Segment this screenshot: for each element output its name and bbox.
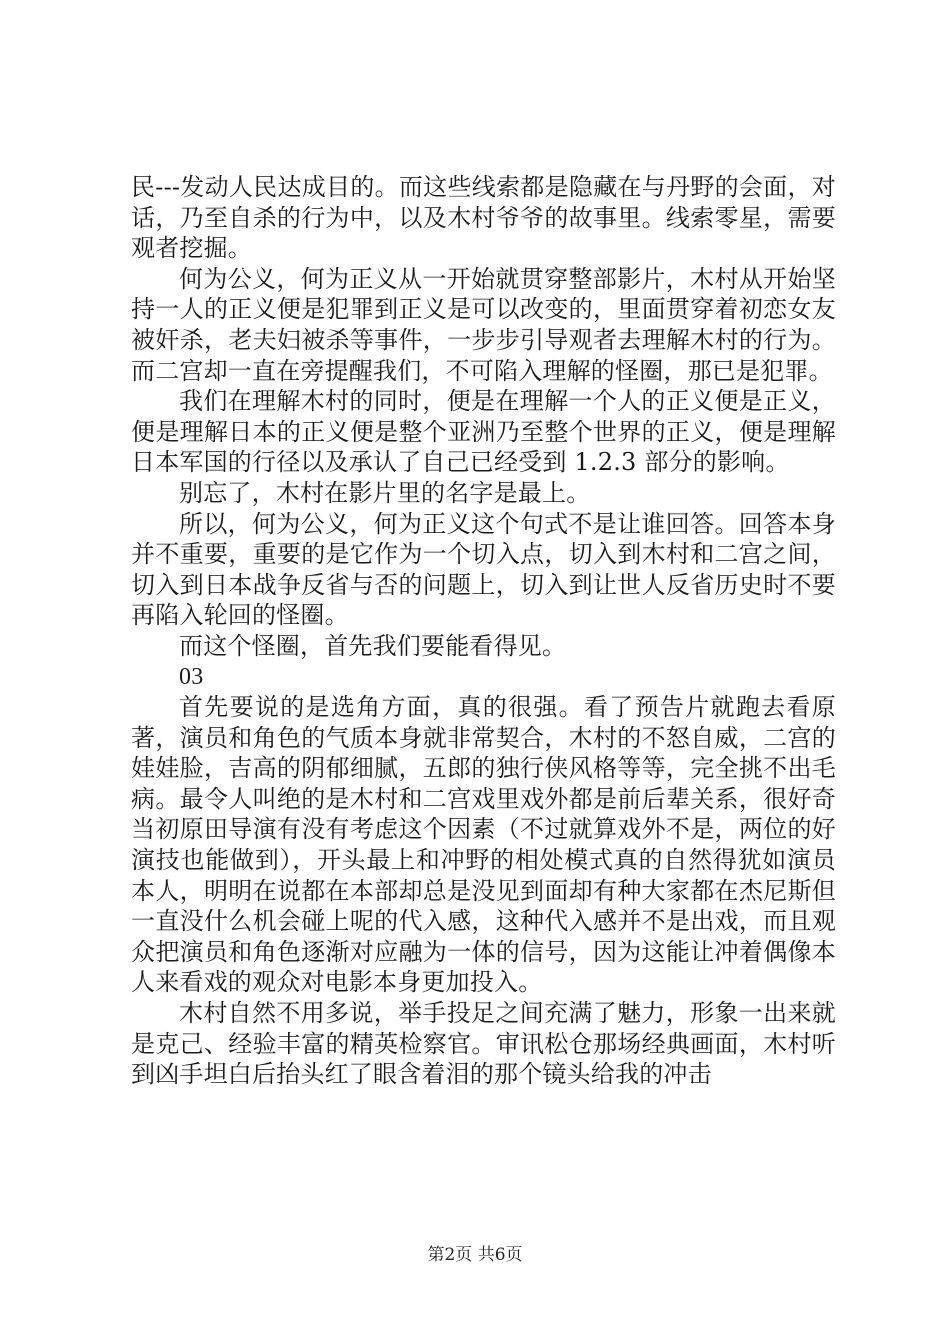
paragraph-2: 何为公义，何为正义从一开始就贯穿整部影片，木村从开始坚持一人的正义便是犯罪到正义是可以改变的，里面贯穿着初恋女友被奸杀，老夫妇被杀等事件，一步步引导观者去理解木村的行为。而二宫却一直在旁提醒我们，不可陷入理解的怪圈，那已是犯罪。: [131, 264, 836, 385]
paragraph-1: 民---发动人民达成目的。而这些线索都是隐藏在与丹野的会面，对话，乃至自杀的行为中，以及木村爷爷的故事里。线索零星，需要观者挖掘。: [131, 173, 836, 263]
section-number: 03: [179, 663, 204, 690]
paragraph-4: 别忘了，木村在影片里的名字是最上。: [179, 478, 591, 507]
paragraph-6: 而这个怪圈，首先我们要能看得见。: [179, 631, 567, 660]
page-footer: 第2页 共6页: [427, 1245, 523, 1265]
paragraph-7: 首先要说的是选角方面，真的很强。看了预告片就跑去看原著，演员和角色的气质本身就非常契合，木村的不怒自威，二宫的娃娃脸，吉高的阴郁细腻，五郎的独行侠风格等等，完全挑不出毛病。最令人叫绝的是木村和二宫戏里戏外都是前后辈关系，很好奇当初原田导演有没有考虑这个因素（不过就算戏外不是，两位的好演技也能做到），开头最上和冲野的相处模式真的自然得犹如演员本人，明明在说都在本部却总是没见到面却有种大家都在杰尼斯但一直没什么机会碰上呢的代入感，这种代入感并不是出戏，而且观众把演员和角色逐渐对应融为一体的信号，因为这能让冲着偶像本人来看戏的观众对电影本身更加投入。: [131, 693, 836, 997]
paragraph-3: 我们在理解木村的同时，便是在理解一个人的正义便是正义，便是理解日本的正义便是整个亚洲乃至整个世界的正义，便是理解日本军国的行径以及承认了自己已经受到 1.2.3 部分的影响。: [131, 387, 836, 477]
paragraph-5: 所以，何为公义，何为正义这个句式不是让谁回答。回答本身并不重要，重要的是它作为一个切入点，切入到木村和二宫之间，切入到日本战争反省与否的问题上，切入到让世人反省历史时不要再陷入轮回的怪圈。: [131, 509, 836, 630]
document-body: [131, 172, 836, 1090]
paragraph-8: 木村自然不用多说，举手投足之间充满了魅力，形象一出来就是克己、经验丰富的精英检察官。审讯松仓那场经典画面，木村听到凶手坦白后抬头红了眼含着泪的那个镜头给我的冲击: [131, 999, 836, 1089]
